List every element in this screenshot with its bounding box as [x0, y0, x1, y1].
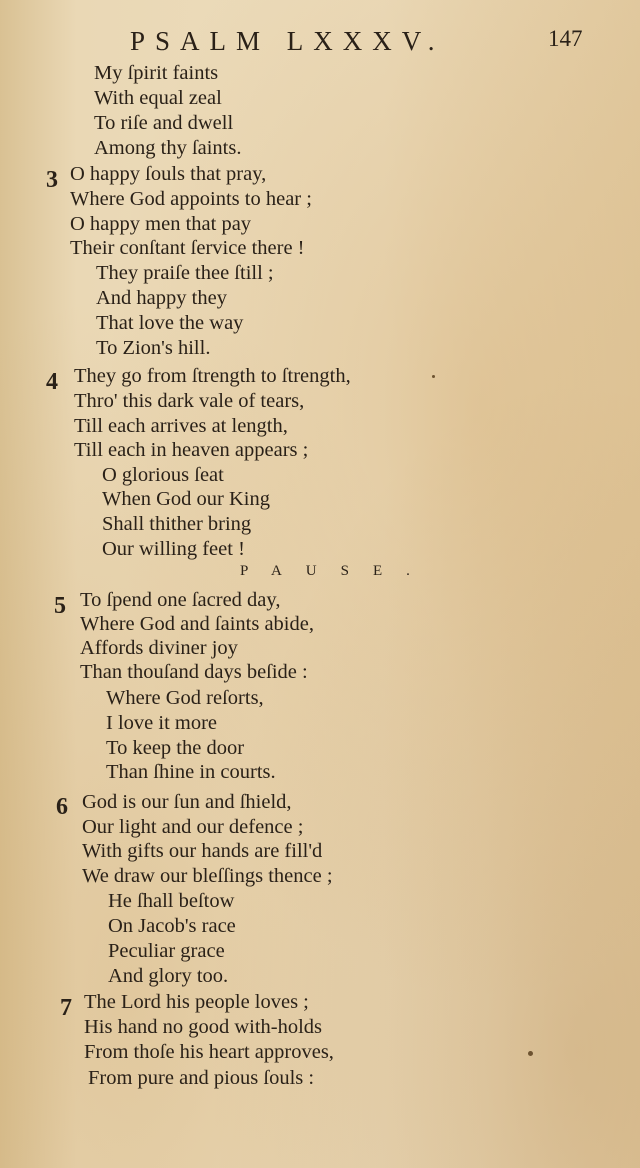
verse-line: Where God reſorts,: [106, 687, 264, 709]
verse-line: And happy they: [96, 287, 227, 309]
verse-line: The Lord his people loves ;: [84, 991, 309, 1013]
verse-line: Their conſtant ſervice there !: [70, 237, 305, 259]
verse-line: With gifts our hands are fill'd: [82, 840, 323, 862]
verse-line: On Jacob's race: [108, 915, 236, 937]
verse-number: 5: [54, 593, 66, 619]
verse-number: 6: [56, 794, 68, 820]
verse-line: His hand no good with-holds: [84, 1016, 323, 1038]
verse-line: God is our ſun and ſhield,: [82, 791, 292, 813]
verse-line: O glorious ſeat: [102, 464, 224, 486]
verse-line: Where God appoints to hear ;: [70, 188, 312, 210]
verse-line: To ſpend one ſacred day,: [80, 589, 281, 611]
verse-line: With equal zeal: [94, 87, 222, 109]
verse-line: Till each in heaven appears ;: [74, 439, 309, 461]
verse-line: Our light and our defence ;: [82, 816, 304, 838]
verse-line: To Zion's hill.: [96, 337, 211, 359]
verse-line: From thoſe his heart approves,: [84, 1041, 334, 1063]
running-head: PSALM LXXXV.: [130, 26, 445, 56]
verse-line: Shall thither bring: [102, 513, 252, 535]
verse-line: O happy men that pay: [70, 213, 252, 235]
verse-line: When God our King: [102, 488, 270, 510]
verse-line: Our willing feet !: [102, 538, 245, 560]
page-number: 147: [548, 26, 583, 51]
verse-line: Till each arrives at length,: [74, 415, 288, 437]
verse-line: We draw our bleſſings thence ;: [82, 865, 333, 887]
verse-line: From pure and pious ſouls :: [88, 1067, 315, 1089]
verse-line: Peculiar grace: [108, 940, 225, 962]
pause-heading: PAUSE.: [240, 563, 434, 579]
verse-line: They go from ſtrength to ſtrength,: [74, 365, 351, 387]
verse-line: To riſe and dwell: [94, 112, 234, 134]
verse-line: And glory too.: [108, 965, 229, 987]
verse-line: To keep the door: [106, 737, 245, 759]
verse-line: Than thouſand days beſide :: [80, 661, 308, 683]
ink-spot: [432, 375, 435, 378]
verse-line: Thro' this dark vale of tears,: [74, 390, 305, 412]
verse-number: 4: [46, 369, 58, 395]
verse-number: 7: [60, 995, 72, 1021]
ink-spot: [528, 1051, 533, 1056]
page-header: [0, 26, 640, 62]
verse-line: He ſhall beſtow: [108, 890, 235, 912]
verse-line: Than ſhine in courts.: [106, 761, 276, 783]
verse-line: My ſpirit faints: [94, 62, 219, 84]
verse-line: Where God and ſaints abide,: [80, 613, 314, 635]
verse-line: Among thy ſaints.: [94, 137, 242, 159]
verse-line: Affords diviner joy: [80, 637, 238, 659]
verse-line: I love it more: [106, 712, 218, 734]
verse-line: They praiſe thee ſtill ;: [96, 262, 274, 284]
verse-line: O happy ſouls that pray,: [70, 163, 267, 185]
verse-number: 3: [46, 167, 58, 193]
verse-line: That love the way: [96, 312, 244, 334]
